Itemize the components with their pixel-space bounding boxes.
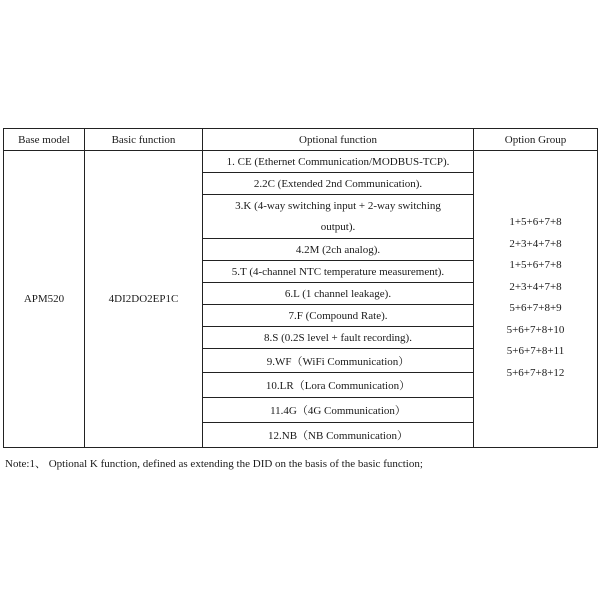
table-row: [4, 151, 598, 173]
optional-function-cell: 4.2M (2ch analog).: [203, 239, 474, 261]
option-group-item: 1+5+6+7+8: [509, 259, 562, 271]
option-group-item: 5+6+7+8+12: [506, 366, 565, 379]
optional-function-cell: 8.S (0.2S level + fault recording).: [203, 327, 474, 349]
optional-function-cell: 6.L (1 channel leakage).: [203, 283, 474, 305]
optional-function-cell: 9.WF（WiFi Communication）: [203, 349, 474, 373]
optional-function-cell: 12.NB（NB Communication）: [203, 423, 474, 448]
header-optional-function: Optional function: [203, 129, 474, 151]
option-table: [3, 128, 598, 448]
base-model-cell: APM520: [4, 151, 85, 448]
option-group-item: 5+6+7+8+11: [506, 345, 565, 357]
optional-function-cell: 11.4G（4G Communication）: [203, 398, 474, 423]
optional-function-cell: 3.K (4-way switching input + 2-way switching output).: [203, 195, 474, 239]
option-group-item: 5+6+7+8+9: [509, 302, 562, 314]
optional-function-cell: 1. CE (Ethernet Communication/MODBUS-TCP).: [203, 151, 474, 173]
optional-function-cell: 7.F (Compound Rate).: [203, 305, 474, 327]
option-group-item: 2+3+4+7+8: [509, 280, 562, 293]
option-group-cell: [474, 151, 598, 448]
basic-function-cell: 4DI2DO2EP1C: [85, 151, 203, 448]
table-note: Note:1、 Optional K function, defined as extending the DID on the basis of the basic function;: [5, 458, 423, 470]
option-group-item: 5+6+7+8+10: [506, 323, 565, 336]
optional-function-cell: 5.T (4-channel NTC temperature measurement).: [203, 261, 474, 283]
header-base-model: Base model: [4, 129, 85, 151]
optional-function-cell: 2.2C (Extended 2nd Communication).: [203, 173, 474, 195]
option-group-item: 1+5+6+7+8: [509, 216, 562, 228]
header-option-group: Option Group: [474, 129, 598, 151]
optional-function-cell: 10.LR（Lora Communication）: [203, 373, 474, 398]
header-row: [4, 129, 598, 151]
header-basic-function: Basic function: [85, 129, 203, 151]
option-group-item: 2+3+4+7+8: [509, 237, 562, 250]
